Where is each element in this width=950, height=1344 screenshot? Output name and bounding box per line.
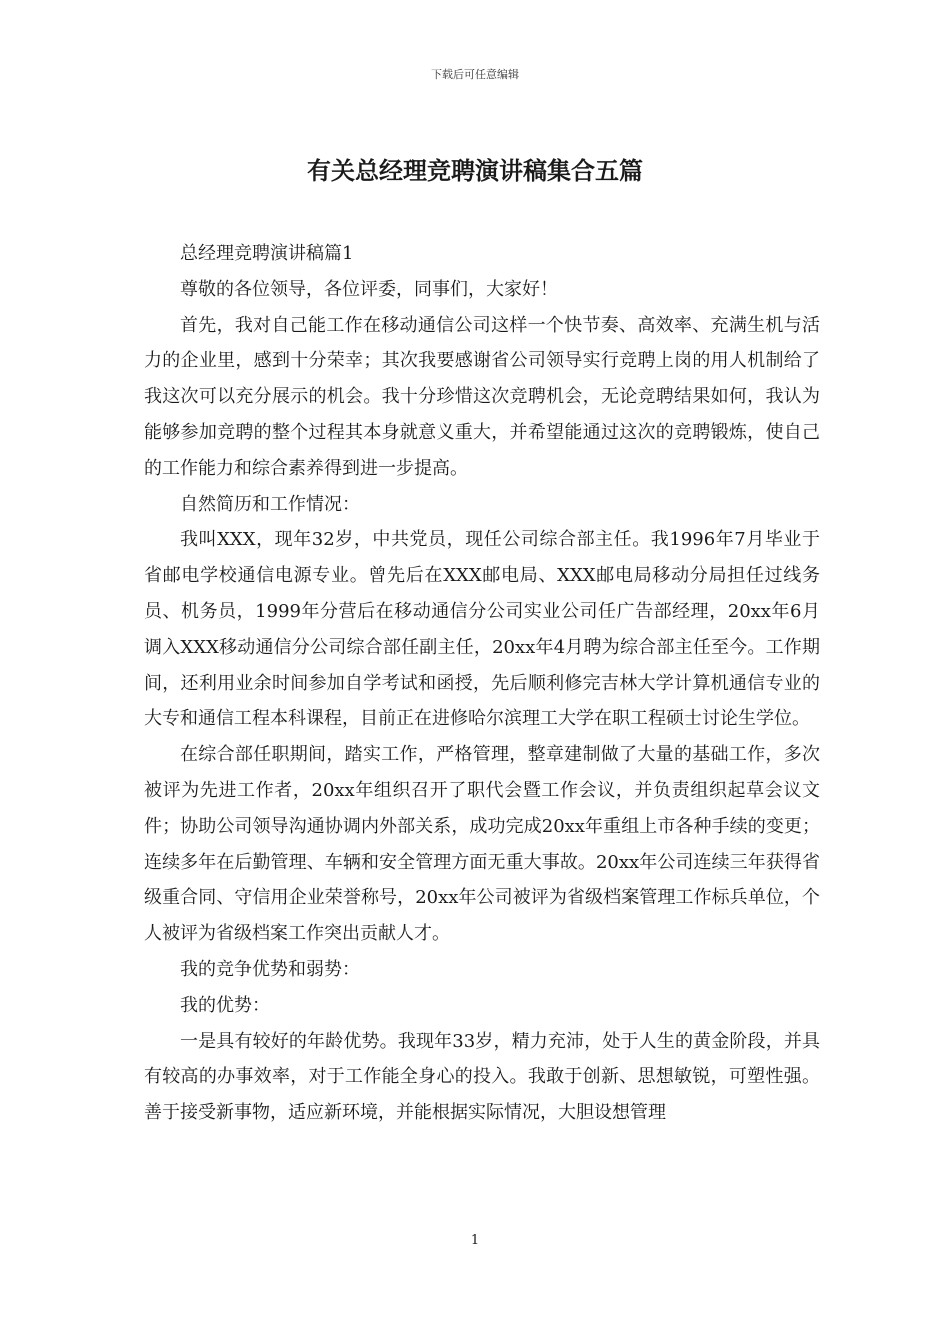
- section-heading: 总经理竞聘演讲稿篇1: [180, 243, 354, 264]
- greeting-paragraph: 尊敬的各位领导，各位评委，同事们，大家好！: [180, 278, 558, 300]
- achievements-paragraph: 在综合部任职期间，踏实工作，严格管理，整章建制做了大量的基础工作，多次被评为先进工作者，20xx年组织召开了职代会暨工作会议，并负责组织起草会议文件；协助公司领导沟通协调内外部关系，成功完成20xx年重组上市各种手续的变更；连续多年在后勤管理、车辆和安全管理方面无重大事故。20xx年公司连续三年获得省级重合同、守信用企业荣誉称号，20xx年公司被评为省级档案管理工作标兵单位，个人被评为省级档案工作突出贡献人才。: [144, 744, 820, 945]
- document-body: [144, 236, 820, 1131]
- download-note: 下载后可任意编辑: [431, 68, 519, 81]
- page-number: 1: [470, 1233, 480, 1248]
- strength-paragraph: 一是具有较好的年龄优势。我现年33岁，精力充沛，处于人生的黄金阶段，并具有较高的办事效率，对于工作能全身心的投入。我敢于创新、思想敏锐，可塑性强。善于接受新事物，适应新环境，并能根据实际情况，大胆设想管理: [144, 1030, 820, 1124]
- intro-paragraph: 首先，我对自己能工作在移动通信公司这样一个快节奏、高效率、充满生机与活力的企业里，感到十分荣幸；其次我要感谢省公司领导实行竞聘上岗的用人机制给了我这次可以充分展示的机会。我十分珍惜这次竞聘机会，无论竞聘结果如何，我认为能够参加竞聘的整个过程其本身就意义重大，并希望能通过这次的竞聘锻炼，使自己的工作能力和综合素养得到进一步提高。: [144, 314, 820, 479]
- subheading-strengths-weaknesses: 我的竞争优势和弱势：: [180, 958, 360, 980]
- subheading-resume: 自然简历和工作情况：: [180, 493, 360, 515]
- resume-paragraph: 我叫XXX，现年32岁，中共党员，现任公司综合部主任。我1996年7月毕业于省邮电学校通信电源专业。曾先后在XXX邮电局、XXX邮电局移动分局担任过线务员、机务员，1999年分营后在移动通信分公司实业公司任广告部经理，20xx年6月调入XXX移动通信分公司综合部任副主任，20xx年4月聘为综合部主任至今。工作期间，还利用业余时间参加自学考试和函授，先后顺利修完吉林大学计算机通信专业的大专和通信工程本科课程，目前正在进修哈尔滨理工大学在职工程硕士讨论生学位。: [144, 529, 820, 730]
- subheading-strengths: 我的优势：: [180, 994, 270, 1016]
- document-title: 有关总经理竞聘演讲稿集合五篇: [307, 156, 643, 185]
